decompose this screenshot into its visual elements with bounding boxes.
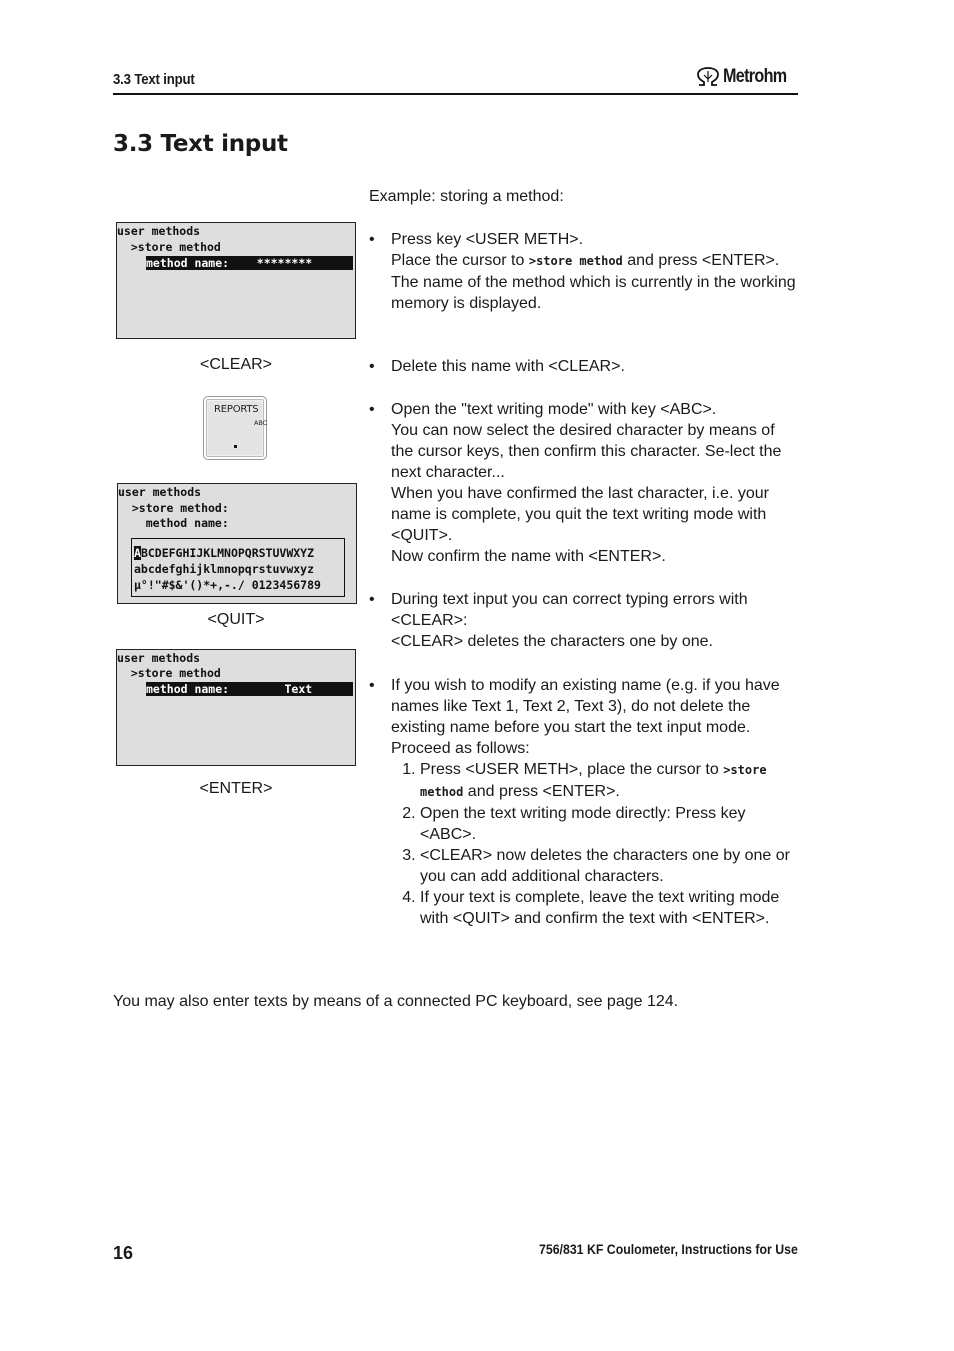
character-row: abcdefghijklmnopqrstuvwxyz <box>134 562 315 576</box>
intro-text: Example: storing a method: <box>369 188 564 205</box>
step-item: 1. Press <USER METH>, place the cursor to >store method and press <ENTER>. <box>420 759 799 803</box>
list-item: • Delete this name with <CLEAR>. <box>369 358 625 375</box>
step-item: 2. Open the text writing mode directly: Press key <ABC>. <box>420 803 799 845</box>
display-line: >store method: <box>118 501 229 515</box>
list-item: • If you wish to modify an existing name (e.g. if you have names like Text 1, Text 2, Text 3), do not delete the existing name before you start the text input mode. Proceed as follows: 1. Press <USER METH>, place the cursor to >store method and press <ENTER>. 2. Open the text writing mode directly: Press key <ABC>. 3. <CLEAR> now deletes the characters one by one or you can add additional characters. 4. If your text is complete, leave the text writing mode with <QUIT> and confirm the text with <ENTER>. <box>369 675 799 929</box>
bullet-icon: • <box>369 591 375 608</box>
display-line: user methods <box>117 224 201 238</box>
reports-abc-key <box>203 396 267 460</box>
page-title: 3.3 Text input <box>113 131 288 157</box>
character-row: µ°!"#$&'()*+,-./ 0123456789 <box>134 578 321 592</box>
display-line: >store method <box>117 240 221 254</box>
display-line: user methods <box>118 485 202 499</box>
key-dot-icon <box>234 445 237 448</box>
page-number: 16 <box>113 1243 134 1263</box>
character-table <box>131 538 345 597</box>
display-screen-text-writing <box>117 483 357 604</box>
running-header-section: 3.3 Text input <box>113 71 195 88</box>
display-screen-method-name <box>116 222 356 339</box>
metrohm-logo <box>696 66 798 88</box>
key-caption-quit: <QUIT> <box>207 611 265 628</box>
step-item: 4. If your text is complete, leave the text writing mode with <QUIT> and confirm the text with <ENTER>. <box>420 887 799 929</box>
numbered-steps <box>391 759 799 929</box>
bullet-icon: • <box>369 358 375 375</box>
key-caption-enter: <ENTER> <box>199 780 273 797</box>
logo-wordmark: Metrohm <box>723 66 787 87</box>
display-line-highlighted: method name: ******** <box>146 256 353 270</box>
display-screen-method-name-text <box>116 649 356 766</box>
document-title: 756/831 KF Coulometer, Instructions for Use <box>539 1241 798 1257</box>
header-rule <box>113 93 798 95</box>
display-line: user methods <box>117 651 201 665</box>
list-item: • Press key <USER METH>. Place the cursor to >store method and press <ENTER>. The name of the method which is currently in the working memory is displayed. <box>369 231 796 312</box>
bullet-icon: • <box>369 231 375 248</box>
key-caption-clear: <CLEAR> <box>199 356 273 373</box>
display-line: method name: <box>118 516 229 530</box>
bullet-icon: • <box>369 401 375 418</box>
list-item: • Open the "text writing mode" with key <ABC>. You can now select the desired character by means of the cursor keys, then confirm this character. Se-lect the next character... When you have confirmed the last character, i.e. your name is complete, you quit the text writing mode with <QUIT>. Now confirm the name with <ENTER>. <box>369 401 782 565</box>
character-cursor: A <box>134 546 141 560</box>
display-line-highlighted: method name: Text <box>146 682 353 696</box>
step-item: 3. <CLEAR> now deletes the characters one by one or you can add additional characters. <box>420 845 799 887</box>
bullet-icon: • <box>369 677 375 694</box>
list-item: • During text input you can correct typing errors with <CLEAR>: <CLEAR> deletes the characters one by one. <box>369 591 748 650</box>
key-label: REPORTS <box>214 404 259 415</box>
display-line: >store method <box>117 666 221 680</box>
key-sublabel: ABC <box>254 419 268 427</box>
character-row: ABCDEFGHIJKLMNOPQRSTUVWXYZ <box>134 546 315 560</box>
omega-logo-icon <box>696 67 720 87</box>
bottom-note: You may also enter texts by means of a connected PC keyboard, see page 124. <box>113 993 679 1010</box>
